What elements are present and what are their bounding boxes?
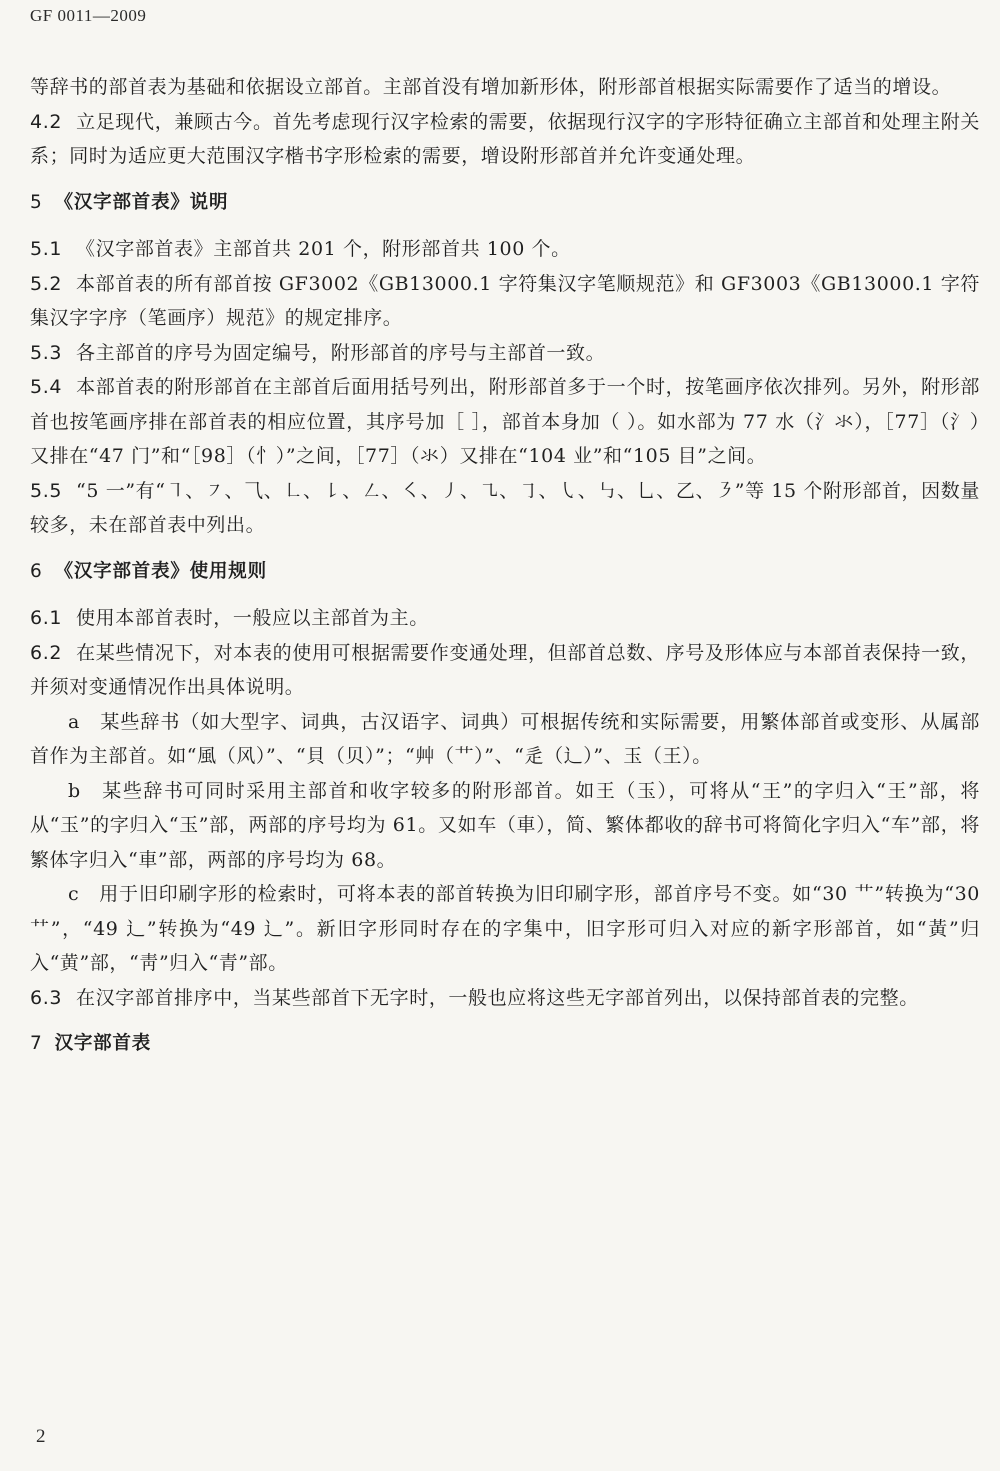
section-6-heading xyxy=(30,555,980,590)
section-number: 5 xyxy=(30,191,43,213)
section-title: 汉字部首表 xyxy=(54,1033,152,1054)
section-5-heading xyxy=(30,186,980,221)
section-title: 《汉字部首表》使用规则 xyxy=(54,560,267,582)
clause-number: 6.1 xyxy=(30,607,63,629)
clause-5-3 xyxy=(30,336,980,371)
clause-number: 5.1 xyxy=(30,238,63,260)
clause-text: 使用本部首表时，一般应以主部首为主。 xyxy=(76,607,429,629)
clause-text: 《汉字部首表》主部首共 201 个，附形部首共 100 个。 xyxy=(76,238,571,260)
clause-number: 5.4 xyxy=(30,376,63,398)
clause-number: 6.3 xyxy=(30,986,63,1009)
clause-5-5 xyxy=(30,474,980,543)
clause-4-2 xyxy=(30,105,980,174)
item-6-2-a: a 某些辞书（如大型字、词典，古汉语字、词典）可根据传统和实际需要，用繁体部首或变形、从属部首作为主部首。如“風（风）”、“貝（贝）”；“艸（艹）”、“辵（辶）”、玉（王）。 xyxy=(30,710,980,767)
document-body xyxy=(30,70,980,1074)
clause-number: 6.2 xyxy=(30,641,63,664)
clause-number: 4.2 xyxy=(30,110,63,133)
item-6-2-b: b 某些辞书可同时采用主部首和收字较多的附形部首。如王（玉），可将从“王”的字归入“王”部，将从“玉”的字归入“玉”部，两部的序号均为 61。又如车（車），简、繁体都收的辞书可将简化字归入“车”部，将繁体字归入“車”部，两部的序号均为 68。 xyxy=(30,779,980,871)
clause-5-2 xyxy=(30,267,980,336)
clause-text: “5 一”有“㇕、㇇、⺄、㇗、㇙、㇜、㇛、㇓、㇈、㇆、㇂、㇉、乚、乙、㇋”等 15 个附形部首，因数量较多，未在部首表中列出。 xyxy=(30,479,980,536)
clause-6-3 xyxy=(30,981,980,1016)
page-number: 2 xyxy=(36,1426,46,1447)
clause-number: 5.5 xyxy=(30,479,63,502)
clause-text: 在汉字部首排序中，当某些部首下无字时，一般也应将这些无字部首列出，以保持部首表的完整。 xyxy=(76,986,919,1009)
section-number: 6 xyxy=(30,560,43,582)
clause-6-1 xyxy=(30,601,980,636)
clause-text: 本部首表的附形部首在主部首后面用括号列出，附形部首多于一个时，按笔画序依次排列。另外，附形部首也按笔画序排在部首表的相应位置，其序号加［ ］，部首本身加（ ）。如水部为 77 水（氵氺），［77］（氵）又排在“47 门”和“［98］（忄）”之间，［77］（氺）又排在“104 业”和“105 目”之间。 xyxy=(30,376,980,467)
clause-number: 5.2 xyxy=(30,272,63,295)
section-number: 7 xyxy=(30,1033,43,1054)
section-7-heading xyxy=(30,1027,980,1062)
section-title: 《汉字部首表》说明 xyxy=(54,191,229,213)
item-6-2-c: c 用于旧印刷字形的检索时，可将本表的部首转换为旧印刷字形，部首序号不变。如“30 艹”转换为“30 ⺿”，“49 辶”转换为“49 辶”。新旧字形同时存在的字集中，旧字形可归入对应的新字形部首，如“黃”归入“黄”部，“靑”归入“青”部。 xyxy=(30,883,980,974)
document-code: GF 0011—2009 xyxy=(30,6,147,25)
clause-text: 立足现代，兼顾古今。首先考虑现行汉字检索的需要，依据现行汉字的字形特征确立主部首和处理主附关系；同时为适应更大范围汉字楷书字形检索的需要，增设附形部首并允许变通处理。 xyxy=(30,110,980,167)
clause-text: 本部首表的所有部首按 GF3002《GB13000.1 字符集汉字笔顺规范》和 GF3003《GB13000.1 字符集汉字字序（笔画序）规范》的规定排序。 xyxy=(30,272,980,329)
clause-text: 在某些情况下，对本表的使用可根据需要作变通处理，但部首总数、序号及形体应与本部首表保持一致，并须对变通情况作出具体说明。 xyxy=(30,641,980,698)
intro-paragraph: 等辞书的部首表为基础和依据设立部首。主部首没有增加新形体，附形部首根据实际需要作了适当的增设。 xyxy=(30,76,952,98)
clause-6-2 xyxy=(30,636,980,705)
clause-5-4 xyxy=(30,370,980,474)
clause-number: 5.3 xyxy=(30,341,63,364)
clause-text: 各主部首的序号为固定编号，附形部首的序号与主部首一致。 xyxy=(76,341,606,364)
clause-5-1 xyxy=(30,232,980,267)
